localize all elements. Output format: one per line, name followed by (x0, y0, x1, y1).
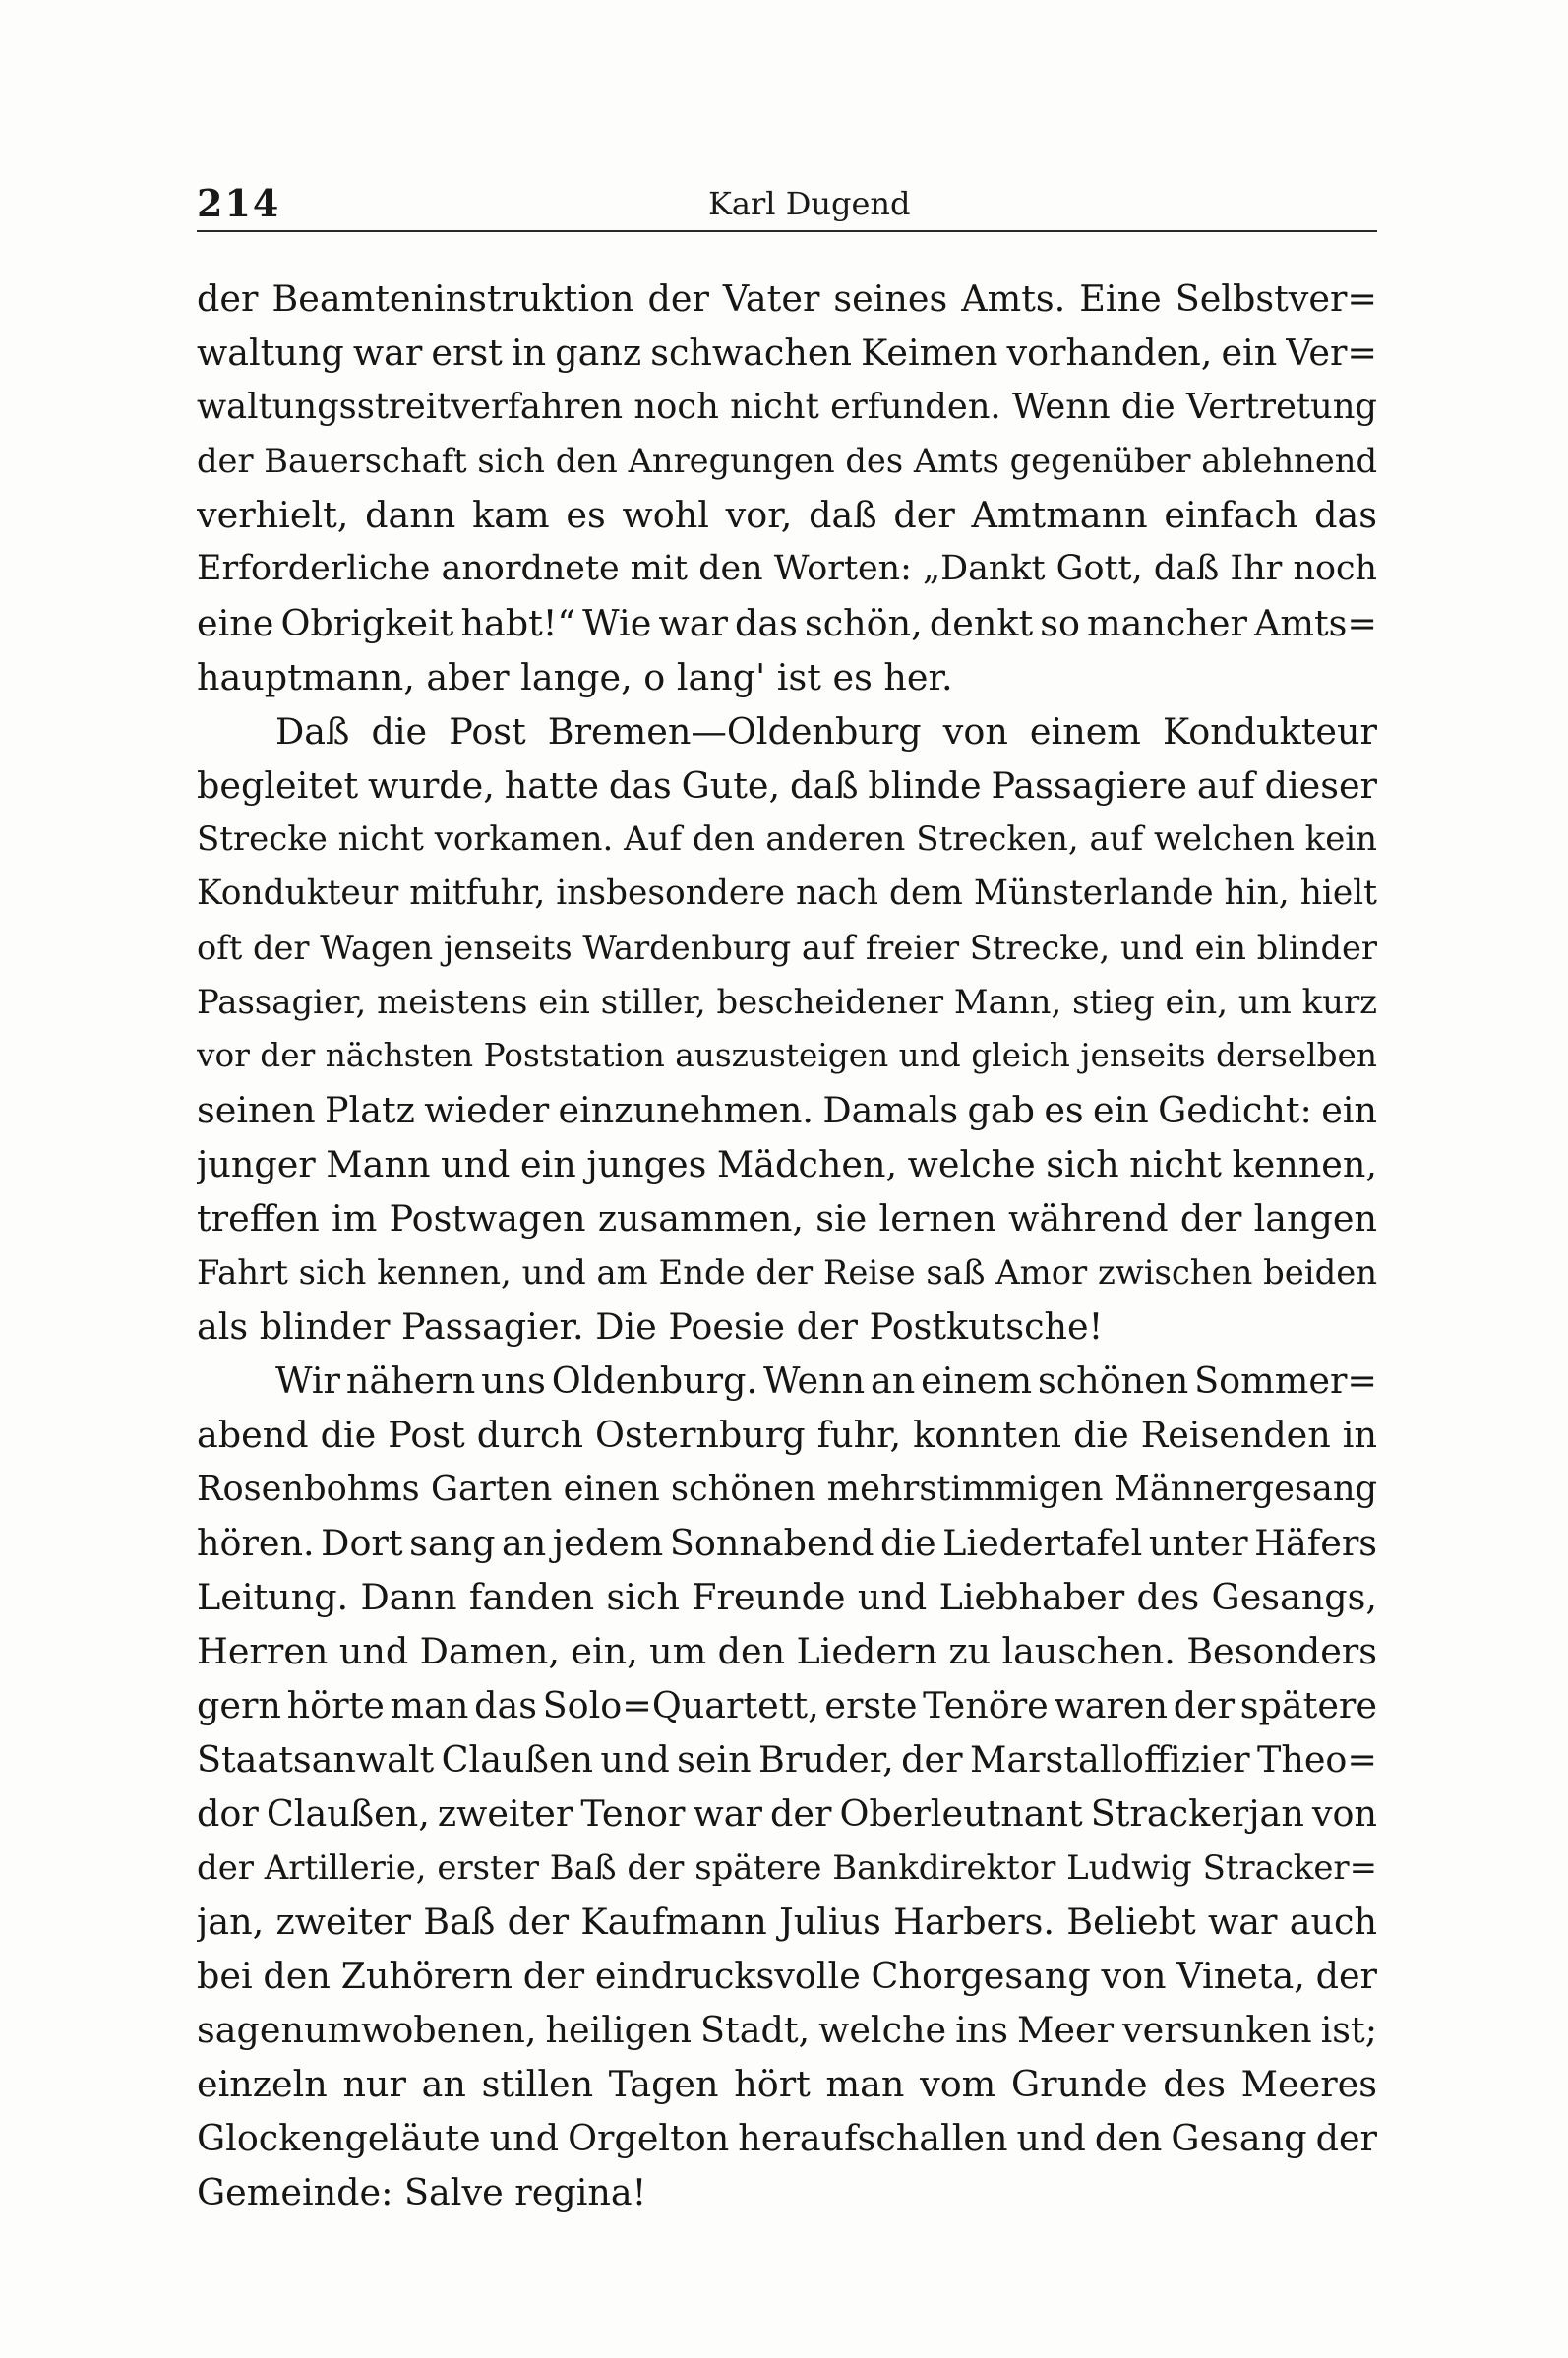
text-line: Passagier, meistens ein stiller, bescheidener Mann, stieg ein, um kurz (197, 983, 1377, 1021)
text-line: hören. Dort sang an jedem Sonnabend die Liedertafel unter Häfers (197, 1522, 1377, 1564)
page-number: 214 (197, 181, 281, 225)
text-line: gern hörte man das Solo=Quartett, erste Tenöre waren der spätere (197, 1684, 1377, 1726)
text-line: waltung war erst in ganz schwachen Keimen vorhanden, ein Ver= (197, 332, 1377, 374)
text-line: Fahrt sich kennen, und am Ende der Reise saß Amor zwischen beiden (197, 1253, 1377, 1292)
text-line: eine Obrigkeit habt!“ Wie war das schön, denkt so mancher Amts= (197, 602, 1377, 644)
text-line: Daß die Post Bremen—Oldenburg von einem Kondukteur (275, 710, 1377, 753)
text-line: einzeln nur an stillen Tagen hört man vom Grunde des Meeres (197, 2063, 1377, 2105)
text-line: treffen im Postwagen zusammen, sie lernen während der langen (197, 1197, 1377, 1239)
text-line: der Beamteninstruktion der Vater seines Amts. Eine Selbstver= (197, 277, 1377, 320)
text-line: Staatsanwalt Claußen und sein Bruder, der Marstalloffizier Theo= (197, 1738, 1377, 1781)
text-line: dor Claußen, zweiter Tenor war der Oberleutnant Strackerjan von (197, 1792, 1377, 1835)
text-line: Herren und Damen, ein, um den Liedern zu lauschen. Besonders (197, 1630, 1377, 1672)
text-line: Glockengeläute und Orgelton heraufschallen und den Gesang der (197, 2117, 1377, 2159)
paragraph-2 (197, 704, 1377, 1354)
text-line: jan, zweiter Baß der Kaufmann Julius Harbers. Beliebt war auch (197, 1901, 1377, 1943)
text-line: bei den Zuhörern der eindrucksvolle Chorgesang von Vineta, der (197, 1955, 1377, 1997)
text-line: Gemeinde: Salve regina! (197, 2171, 647, 2213)
header-rule (197, 230, 1377, 232)
text-line: sagenumwobenen, heiligen Stadt, welche ins Meer versunken ist; (197, 2009, 1377, 2051)
body-text (197, 272, 1377, 2219)
text-line: seinen Platz wieder einzunehmen. Damals gab es ein Gedicht: ein (197, 1089, 1377, 1131)
running-title: Karl Dugend (708, 185, 911, 222)
text-line: Kondukteur mitfuhr, insbesondere nach dem Münsterlande hin, hielt (197, 874, 1377, 913)
text-line: als blinder Passagier. Die Poesie der Postkutsche! (197, 1305, 1104, 1348)
text-line: der Artillerie, erster Baß der spätere Bankdirektor Ludwig Stracker= (197, 1848, 1377, 1887)
text-line: verhielt, dann kam es wohl vor, daß der Amtmann einfach das (197, 494, 1377, 536)
paragraph-3 (197, 1354, 1377, 2219)
text-line: Leitung. Dann fanden sich Freunde und Liebhaber des Gesangs, (197, 1576, 1377, 1618)
text-line: oft der Wagen jenseits Wardenburg auf freier Strecke, und ein blinder (197, 929, 1377, 967)
text-line: waltungsstreitverfahren noch nicht erfunden. Wenn die Vertretung (197, 387, 1377, 427)
text-line: hauptmann, aber lange, o lang' ist es her. (197, 656, 953, 698)
text-line: vor der nächsten Poststation auszusteigen und gleich jenseits derselben (197, 1037, 1377, 1074)
text-line: Rosenbohms Garten einen schönen mehrstimmigen Männergesang (197, 1469, 1377, 1509)
text-line: Erforderliche anordnete mit den Worten: „Dankt Gott, daß Ihr noch (197, 549, 1377, 588)
text-line: der Bauerschaft sich den Anregungen des Amts gegenüber ablehnend (197, 442, 1377, 480)
page-header (197, 175, 1377, 226)
text-line: begleitet wurde, hatte das Gute, daß blinde Passagiere auf dieser (197, 764, 1377, 807)
paragraph-1 (197, 272, 1377, 704)
text-line: Strecke nicht vorkamen. Auf den anderen Strecken, auf welchen kein (197, 819, 1377, 859)
text-line: Wir nähern uns Oldenburg. Wenn an einem schönen Sommer= (275, 1360, 1377, 1402)
text-line: abend die Post durch Osternburg fuhr, konnten die Reisenden in (197, 1414, 1377, 1456)
text-line: junger Mann und ein junges Mädchen, welche sich nicht kennen, (197, 1143, 1377, 1185)
